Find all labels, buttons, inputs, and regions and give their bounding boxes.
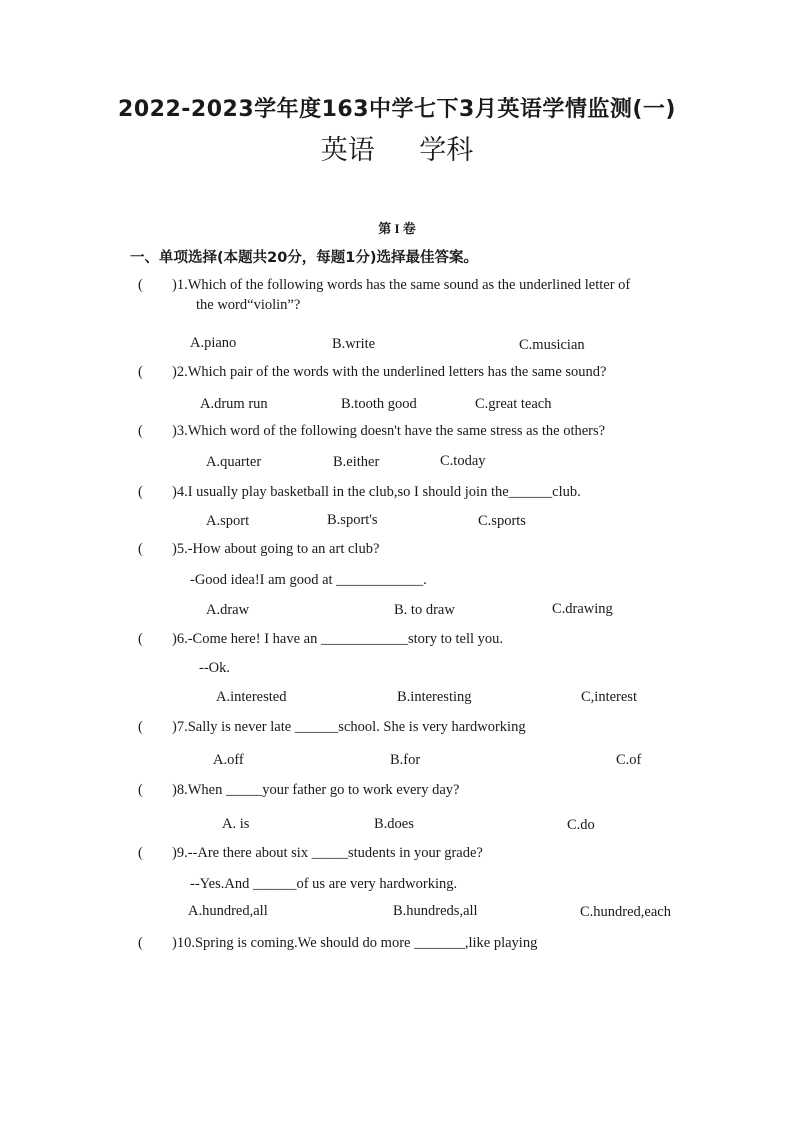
question-stem: )3.Which word of the following doesn't have the same stress as the others? (172, 423, 606, 439)
question-stem-cont: the word“violin”? (196, 297, 301, 313)
volume-label: 第 I 卷 (378, 221, 416, 236)
option-c: C.of (616, 752, 642, 768)
option-c: C.great teach (475, 396, 552, 412)
question-stem-cont: --Yes.And ______of us are very hardworking. (190, 876, 458, 892)
question-stem: )8.When _____your father go to work every day? (172, 782, 460, 798)
question-stem: )6.-Come here! I have an ____________story to tell you. (172, 631, 504, 647)
option-a: A.hundred,all (188, 903, 268, 919)
answer-paren: ( (138, 845, 143, 861)
question-stem: )2.Which pair of the words with the underlined letters has the same sound? (172, 364, 607, 380)
option-a: A.quarter (206, 454, 262, 470)
answer-paren: ( (138, 719, 143, 735)
option-a: A.piano (190, 335, 237, 351)
option-c: C.musician (519, 337, 585, 353)
question-10 (138, 935, 537, 952)
option-b: B.tooth good (341, 396, 417, 412)
option-c: C.hundred,each (580, 904, 671, 920)
question-4 (138, 484, 581, 501)
question-stem: )7.Sally is never late ______school. She is very hardworking (172, 719, 526, 735)
section-heading: 一、单项选择(本题共20分，每题1分)选择最佳答案。 (130, 250, 479, 266)
question-stem-cont: -Good idea!I am good at ____________. (190, 572, 427, 588)
answer-paren: ( (138, 423, 143, 439)
question-7 (138, 719, 526, 736)
exam-subject: 英语 学科 (320, 135, 474, 166)
question-8 (138, 782, 460, 799)
question-stem: )1.Which of the following words has the same sound as the underlined letter of (172, 277, 631, 293)
option-c: C.drawing (552, 601, 613, 617)
question-stem-cont: --Ok. (199, 660, 231, 676)
question-5 (138, 541, 379, 558)
option-a: A.interested (216, 689, 287, 705)
answer-paren: ( (138, 935, 143, 951)
question-3 (138, 423, 605, 440)
option-b: B.sport's (327, 512, 378, 528)
answer-paren: ( (138, 782, 143, 798)
option-a: A. is (222, 816, 250, 832)
option-b: B.either (333, 454, 380, 470)
question-1 (138, 277, 630, 294)
option-a: A.sport (206, 513, 250, 529)
option-b: B.for (390, 752, 421, 768)
option-a: A.drum run (200, 396, 268, 412)
exam-title: 2022-2023学年度163中学七下3月英语学情监测(一) (118, 97, 676, 122)
answer-paren: ( (138, 484, 143, 500)
question-stem: )10.Spring is coming.We should do more _______,like playing (172, 935, 538, 951)
question-stem: )9.--Are there about six _____students in your grade? (172, 845, 483, 861)
question-stem: )4.I usually play basketball in the club,so I should join the______club. (172, 484, 581, 500)
option-b: B.does (374, 816, 414, 832)
question-6 (138, 631, 503, 648)
question-9 (138, 845, 483, 862)
option-c: C.do (567, 817, 595, 833)
answer-paren: ( (138, 631, 143, 647)
option-c: C,interest (581, 689, 637, 705)
option-a: A.off (213, 752, 244, 768)
option-b: B.write (332, 336, 376, 352)
option-b: B.hundreds,all (393, 903, 478, 919)
option-c: C.today (440, 453, 486, 469)
answer-paren: ( (138, 364, 143, 380)
option-b: B. to draw (394, 602, 455, 618)
option-b: B.interesting (397, 689, 472, 705)
answer-paren: ( (138, 541, 143, 557)
question-stem: )5.-How about going to an art club? (172, 541, 380, 557)
answer-paren: ( (138, 277, 143, 293)
option-a: A.draw (206, 602, 250, 618)
option-c: C.sports (478, 513, 526, 529)
question-2 (138, 364, 606, 381)
